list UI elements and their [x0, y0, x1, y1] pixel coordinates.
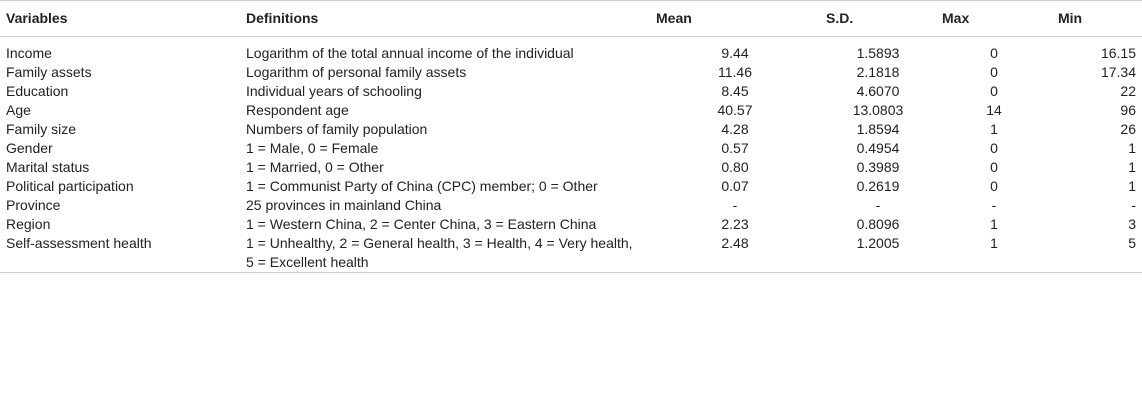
- cell-mean: 2.23: [721, 216, 749, 232]
- table-row: [0, 82, 1142, 101]
- cell-max: 0: [990, 45, 998, 61]
- header-mean: Mean: [650, 1, 820, 37]
- table-row: [0, 120, 1142, 139]
- cell-variable: Education: [6, 83, 69, 99]
- cell-max: 1: [990, 121, 998, 137]
- table-row: [0, 158, 1142, 177]
- cell-sd: 0.4954: [856, 140, 900, 156]
- cell-variable: Age: [6, 102, 31, 118]
- cell-min: 17.34: [1100, 64, 1136, 80]
- cell-definition: 1 = Unhealthy, 2 = General health, 3 = Health, 4 = Very health, 5 = Excellent health: [240, 234, 650, 273]
- cell-min: 96: [1120, 102, 1136, 118]
- cell-max: 0: [990, 64, 998, 80]
- table-row: [0, 63, 1142, 82]
- header-variables: Variables: [0, 1, 240, 37]
- cell-variable: Self-assessment health: [0, 234, 240, 273]
- cell-sd: 0.8096: [856, 216, 900, 232]
- cell-variable: Income: [6, 45, 52, 61]
- cell-max: 0: [990, 140, 998, 156]
- cell-min: 1: [1128, 178, 1136, 194]
- table-row: [0, 139, 1142, 158]
- cell-sd: 13.0803: [852, 102, 904, 118]
- cell-variable: Region: [6, 216, 51, 232]
- cell-mean: 0.07: [721, 178, 749, 194]
- cell-sd: 2.1818: [856, 64, 900, 80]
- cell-variable: Marital status: [6, 159, 90, 175]
- cell-max: -: [991, 197, 997, 213]
- cell-max: 0: [990, 83, 998, 99]
- cell-mean: 40.57: [717, 102, 753, 118]
- cell-variable: Province: [6, 197, 61, 213]
- cell-definition: Numbers of family population: [246, 121, 428, 137]
- cell-definition: Respondent age: [246, 102, 349, 118]
- cell-definition: Logarithm of personal family assets: [246, 64, 467, 80]
- header-sd: S.D.: [820, 1, 936, 37]
- cell-mean: 11.46: [718, 64, 752, 80]
- cell-mean: 9.44: [721, 45, 749, 61]
- cell-max: 1: [990, 216, 998, 232]
- cell-definition: 1 = Western China, 2 = Center China, 3 = Eastern China: [246, 216, 597, 232]
- cell-definition: 1 = Male, 0 = Female: [246, 140, 379, 156]
- cell-definition: 1 = Married, 0 = Other: [246, 159, 384, 175]
- cell-max: 0: [990, 178, 998, 194]
- cell-min: 26: [1120, 121, 1136, 137]
- cell-mean: 2.48: [650, 234, 820, 273]
- cell-definition: Individual years of schooling: [246, 83, 422, 99]
- cell-min: -: [1131, 197, 1136, 213]
- cell-max: 14: [986, 102, 1002, 118]
- cell-mean: 0.57: [721, 140, 749, 156]
- table-row: [0, 234, 1142, 273]
- cell-sd: 1.2005: [820, 234, 936, 273]
- cell-sd: -: [875, 197, 881, 213]
- cell-sd: 1.5893: [856, 45, 900, 61]
- cell-mean: 0.80: [721, 159, 749, 175]
- cell-sd: 1.8594: [856, 121, 900, 137]
- cell-variable: Family size: [6, 121, 77, 137]
- cell-mean: 4.28: [721, 121, 749, 137]
- cell-min: 16.15: [1100, 45, 1136, 61]
- cell-variable: Family assets: [6, 64, 92, 80]
- header-max: Max: [936, 1, 1052, 37]
- cell-sd: 0.3989: [856, 159, 900, 175]
- cell-min: 1: [1128, 140, 1136, 156]
- cell-min: 22: [1120, 83, 1136, 99]
- table-row: [0, 101, 1142, 120]
- cell-variable: Political participation: [6, 178, 134, 194]
- cell-min: 3: [1128, 216, 1136, 232]
- header-min: Min: [1052, 1, 1142, 37]
- cell-min: 1: [1128, 159, 1136, 175]
- cell-sd: 0.2619: [856, 178, 900, 194]
- table-row: [0, 196, 1142, 215]
- table-row: [0, 215, 1142, 234]
- cell-mean: -: [732, 197, 738, 213]
- table-row: [0, 37, 1142, 64]
- cell-definition: 1 = Communist Party of China (CPC) member; 0 = Other: [246, 178, 598, 194]
- header-row: [0, 1, 1142, 37]
- header-definitions: Definitions: [240, 1, 650, 37]
- table-row: [0, 177, 1142, 196]
- cell-definition: Logarithm of the total annual income of the individual: [246, 45, 574, 61]
- cell-variable: Gender: [6, 140, 53, 156]
- cell-mean: 8.45: [721, 83, 749, 99]
- cell-max: 0: [990, 159, 998, 175]
- cell-max: 1: [936, 234, 1052, 273]
- cell-sd: 4.6070: [856, 83, 900, 99]
- cell-min: 5: [1052, 234, 1142, 273]
- cell-definition: 25 provinces in mainland China: [246, 197, 442, 213]
